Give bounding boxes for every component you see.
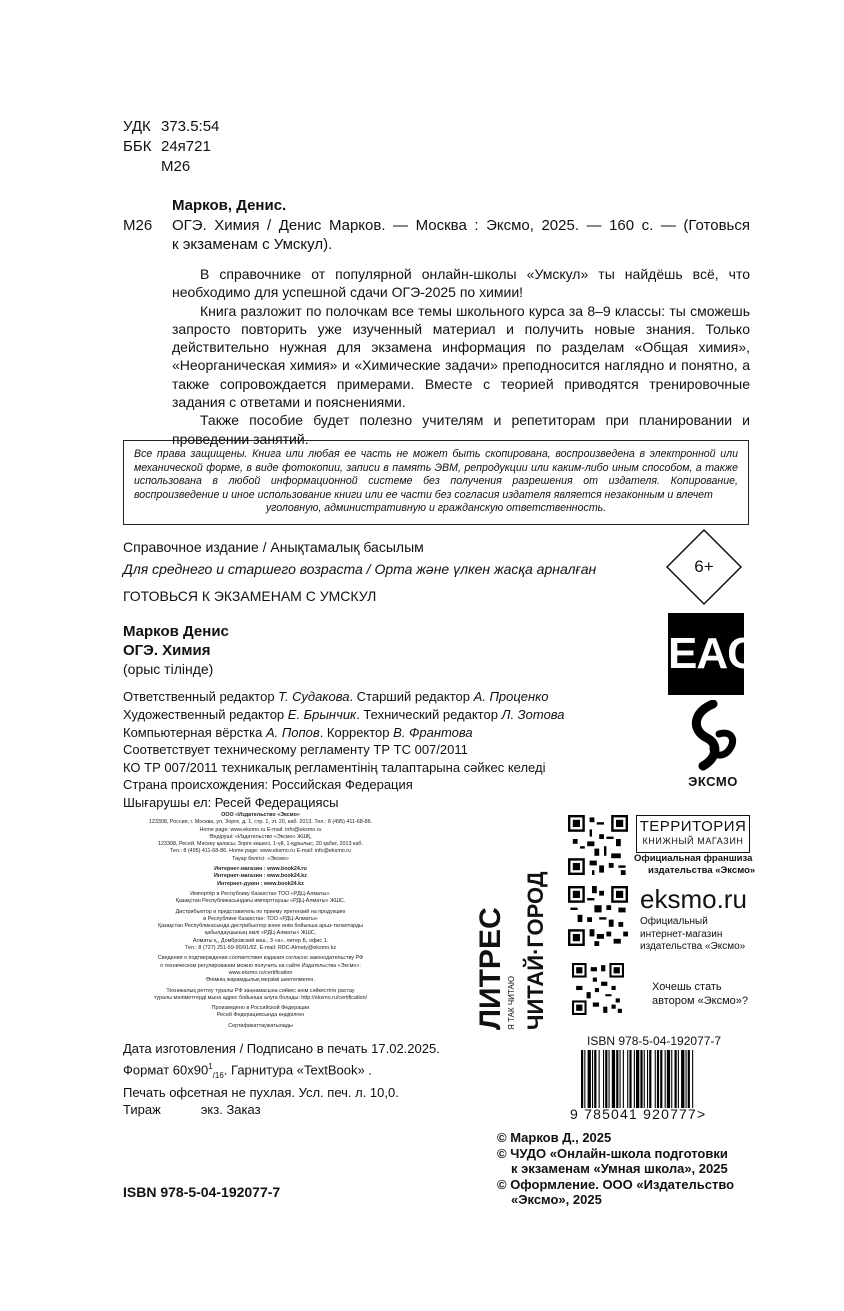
author-mark: М26: [161, 158, 191, 175]
biblio-mark: М26: [123, 217, 153, 234]
age-rating: 6+: [694, 557, 714, 576]
rights-notice-last: уголовную, административную и гражданскую ответственность.: [265, 502, 607, 515]
annotation-paragraph: Также пособие будет полезно учителям и репетиторам при планировании и проведении занятий.: [172, 412, 750, 447]
copyright-line: к экзаменам «Умная школа», 2025: [511, 1161, 728, 1176]
biblio-entry-line2: к экзаменам с Умскул).: [172, 236, 333, 253]
barcode-isbn: ISBN 978-5-04-192077-7: [587, 1034, 722, 1048]
edition-audience: Для среднего и старшего возраста / Орта және үлкен жасқа арналған: [123, 561, 597, 577]
title-author: Марков Денис: [123, 623, 229, 640]
qr-code-icon: [572, 963, 624, 1015]
publisher-line: Техникалық реттеу туралы РФ заңнамасына сәйкес өнім сәйкестігін растау: [166, 987, 355, 994]
barcode-bar: [644, 1050, 645, 1108]
barcode-bar: [640, 1050, 642, 1108]
publisher-line: туралы мәліметтерді мына адрес бойынша алуға болады: http://eksmo.ru/certification/: [153, 994, 368, 1001]
eksmo-logo: [673, 700, 753, 800]
barcode-bar: [688, 1050, 690, 1108]
credit-name: Е. Брынчик: [287, 707, 357, 722]
credit-role: Компьютерная вёрстка: [123, 725, 266, 740]
publisher-line: Сертификаттаужатылады: [228, 1022, 293, 1029]
publisher-line: Интернет-магазин : www.book24.kz: [214, 873, 307, 880]
barcode-bar: [649, 1050, 651, 1108]
language-note: (орыс тілінде): [123, 661, 214, 677]
biblio-entry-line1: ОГЭ. Химия / Денис Марков. — Москва : Эксмо, 2025. — 160 с. — (Готовься: [172, 217, 750, 234]
copyright-line: © Марков Д., 2025: [497, 1130, 612, 1145]
copyright-line: © ЧУДО «Онлайн-школа подготовки: [497, 1145, 728, 1161]
barcode-bar: [634, 1050, 635, 1108]
origin-line: Шығарушы ел: Ресей Федерациясы: [123, 795, 339, 810]
author-heading: Марков, Денис.: [172, 197, 287, 214]
eksmo-logo-icon: [673, 700, 753, 772]
age-rating-badge: [665, 528, 743, 606]
copyright-line: «Эксмо», 2025: [511, 1192, 602, 1207]
credit-name: Л. Зотова: [501, 707, 565, 722]
barcode-bar: [667, 1050, 670, 1108]
publisher-line: о техническом регулировании можно получить на сайте Издательства «Эксмо»:: [160, 962, 361, 969]
barcode-bar: [657, 1050, 659, 1108]
publisher-line: в Республике Казахстан: ТОО «РДЦ-Алматы»: [203, 915, 318, 922]
barcode: [577, 1050, 745, 1108]
title-book: ОГЭ. Химия: [123, 642, 211, 659]
regulation-line: Соответствует техническому регламенту ТР ТС 007/2011: [123, 742, 468, 757]
annotation-paragraph: В справочнике от популярной онлайн-школы «Умскул» ты найдёшь всё, что необходимо для успешной сдачи ОГЭ-2025 по химии!: [172, 266, 750, 301]
publisher-line: Интернет-магазин : www.book24.ru: [214, 866, 307, 873]
bbk-line: [123, 137, 211, 156]
format-typeface: . Гарнитура «TextBook» .: [223, 1061, 372, 1077]
barcode-bar: [620, 1050, 621, 1108]
barcode-bar: [612, 1050, 615, 1108]
qr-author[interactable]: [572, 963, 624, 1015]
publisher-line: қабылдаушының өкілі «РДЦ-Алматы» ЖШС,: [204, 930, 317, 937]
eksmo-shop-line: Официальный: [640, 916, 708, 927]
eksmo-shop-line: издательства «Эксмо»: [640, 941, 746, 952]
barcode-bar: [609, 1050, 610, 1108]
publisher-line: Ресей Федерациясында өндірілген: [216, 1012, 305, 1019]
biblio-entry: [172, 216, 750, 254]
publisher-line: Импортёр в Республику Казахстан ТОО «РДЦ-Алматы».: [190, 890, 331, 897]
qr-territory[interactable]: [568, 815, 628, 875]
print-info: [123, 1040, 440, 1119]
barcode-bar: [636, 1050, 639, 1108]
udk-label: УДК: [123, 118, 151, 135]
barcode-digit-end: >: [697, 1106, 707, 1122]
barcode-digit-group: 785041: [584, 1106, 639, 1122]
bbk-value: 24я721: [161, 138, 211, 155]
credit-line: [123, 706, 565, 724]
qr-eksmo[interactable]: [568, 886, 628, 946]
barcode-bar: [660, 1050, 662, 1108]
author-invite-line: автором «Эксмо»?: [652, 994, 748, 1007]
isbn-bottom: ISBN 978-5-04-192077-7: [123, 1184, 281, 1200]
credits: [123, 688, 565, 742]
barcode-bar: [588, 1050, 591, 1108]
publisher-line: Произведено в Российской Федерации: [211, 1005, 310, 1012]
territory-sub: КНИЖНЫЙ МАГАЗИН: [642, 836, 744, 846]
qr-code-icon: [568, 886, 628, 946]
publisher-line: Қазақстан Республикасында дистрибьютор және өнім бойынша арыз-талаптарды: [157, 923, 364, 930]
print-run: [123, 1101, 440, 1119]
credit-line: [123, 688, 565, 706]
barcode-bar: [686, 1050, 687, 1108]
territory-caption-line: Официальная франшиза: [634, 853, 753, 864]
eac-mark: [668, 613, 758, 695]
credit-name: А. Попов: [265, 725, 320, 740]
credit-name: Т. Судакова: [278, 689, 350, 704]
print-run-label: Тираж: [123, 1102, 161, 1118]
print-method: Печать офсетная не пухлая. Усл. печ. л. 10,0.: [123, 1084, 399, 1100]
rights-notice: Все права защищены. Книга или любая ее часть не может быть скопирована, воспроизведена в электронной или механической форме, в виде фотокопии, записи в память ЭВМ, репродукции или каким-либо иным способом, а также использована в любой информационной системе без получения разрешения от издателя. Копирование, воспроизведение и иное использование книги или ее части без согласия издателя является незаконным и влечет: [134, 448, 738, 501]
credit-role: Художественный редактор: [123, 707, 288, 722]
udk-value: 373.5:54: [161, 118, 220, 135]
publisher-line: Өнімнің жарамдылық мерзімі шектелмеген.: [206, 977, 315, 984]
barcode-digits: [570, 1106, 706, 1122]
format-sub: /16: [212, 1070, 224, 1080]
barcode-bar: [599, 1050, 600, 1108]
edition-type: Справочное издание / Анықтамалық басылым: [123, 539, 424, 555]
credit-role: . Корректор: [319, 725, 394, 740]
publisher-line: Тауар белгісі: «Эксмо»: [232, 855, 289, 862]
print-format: [123, 1058, 440, 1084]
eksmo-brand: ЭКСМО: [688, 774, 738, 789]
territory-caption: [634, 853, 755, 877]
eksmo-shop-caption: [640, 916, 745, 954]
copyright-block: [497, 1130, 734, 1208]
barcode-bar: [681, 1050, 684, 1108]
qr-code-icon: [568, 815, 628, 875]
bbk-label: ББК: [123, 138, 152, 155]
barcode-bar: [678, 1050, 679, 1108]
barcode-bar: [692, 1050, 693, 1108]
eac-label: EAC: [668, 629, 758, 678]
udk-line: [123, 117, 220, 136]
barcode-bar: [603, 1050, 604, 1108]
litres-logo: ЛИТРЕС: [474, 907, 507, 1030]
publisher-line: Сведения о подтверждении соответствия издания согласно законодательству РФ: [157, 955, 364, 962]
origin: [123, 776, 413, 812]
publisher-line: Өндіруші: «Издательство «Эксмо» ЖШҚ,: [209, 833, 312, 840]
publisher-line: Интернет-дүкен : www.book24.kz: [217, 880, 304, 887]
publisher-line: Тел.: 8 (727) 251-59-90/91/92. E-mail: RDC-Almaty@eksmo.kz: [184, 945, 337, 952]
barcode-bar: [605, 1050, 607, 1108]
barcode-bar: [594, 1050, 596, 1108]
side-logos: [465, 830, 555, 1030]
regulation: [123, 741, 545, 777]
annotation-paragraph: Книга разложит по полочкам все темы школьного курса за 8–9 классы: ты сможешь запросто повторить уже изученный материал и получить новые знания. Только действительно нужная для экзамена информация по разделам «Общая химия», «Неорганическая химия» и «Химические задачи» преподносится наглядно и понятно, а также сопровождается примерами. Вместе с теорией приводятся тренировочные задания с ответами и пояснениями.: [172, 302, 750, 411]
barcode-bar: [655, 1050, 656, 1108]
publisher-line: 123308, Россия, г. Москва, ул. Зорге, д. 1, стр. 1, эт. 20, каб. 2013. Тел.: 8 (495) 411-68-86.: [148, 819, 373, 826]
eksmo-shop-line: интернет-магазин: [640, 928, 723, 940]
barcode-digit-group: 920777: [643, 1106, 698, 1122]
publisher-line: www.eksmo.ru/certification: [228, 969, 293, 976]
publisher-line: Қазақстан Республикасындағы импорттаушы «РДЦ-Алматы» ЖШС.: [175, 898, 346, 905]
print-run-rest: экз. Заказ: [200, 1102, 261, 1118]
barcode-bar: [592, 1050, 593, 1108]
credit-name: А. Проценко: [473, 689, 549, 704]
credit-role: . Старший редактор: [349, 689, 474, 704]
publisher-line: Home page: www.eksmo.ru E-mail: info@eksmo.ru: [199, 826, 322, 833]
barcode-digit-first: 9: [570, 1106, 579, 1122]
publisher-line: ООО «Издательство «Эксмо»: [221, 812, 300, 818]
copyright-line: © Оформление. ООО «Издательство: [497, 1176, 735, 1192]
format-sup: 1: [208, 1061, 213, 1071]
barcode-bar: [675, 1050, 677, 1108]
publisher-line: Алматы қ., Домбровский көш., 3 «а», литер Б, офис 1.: [192, 937, 329, 944]
barcode-bar: [647, 1050, 648, 1108]
barcode-bar: [616, 1050, 618, 1108]
eksmo-site[interactable]: eksmo.ru: [640, 884, 747, 914]
series-name: ГОТОВЬСЯ К ЭКЗАМЕНАМ С УМСКУЛ: [123, 588, 377, 604]
credit-role: . Технический редактор: [356, 707, 502, 722]
territory-name: ТЕРРИТОРИЯ: [639, 818, 747, 835]
chitay-gorod-logo: ЧИТАЙ·ГОРОД: [523, 871, 548, 1030]
publisher-line: 123308, Ресей, Мәскеу қаласы, Зорге көшесі, 1-үй, 1-құрылыс, 20 қабат, 2013 каб.: [157, 841, 364, 848]
print-date: Дата изготовления / Подписано в печать 17.02.2025.: [123, 1041, 440, 1056]
barcode-bar: [629, 1050, 631, 1108]
barcode-bar: [627, 1050, 628, 1108]
barcode-bar: [581, 1050, 583, 1108]
barcode-bar: [665, 1050, 666, 1108]
credit-line: [123, 724, 565, 742]
barcode-bar: [623, 1050, 624, 1108]
territory-caption-line: издательства «Эксмо»: [648, 865, 756, 876]
barcode-bar: [671, 1050, 672, 1108]
barcode-bars: [577, 1050, 745, 1108]
format-text: Формат 60х90: [123, 1061, 209, 1077]
rights-notice-box: [123, 440, 749, 525]
publisher-details: [123, 812, 398, 1030]
author-invite[interactable]: [652, 981, 748, 1008]
annotation: [172, 265, 750, 448]
credit-name: В. Франтова: [393, 725, 473, 740]
territory-logo: [636, 815, 750, 853]
publisher-line: Тел.: 8 (495) 411-68-86. Home page: www.eksmo.ru E-mail: info@eksmo.ru: [169, 848, 352, 855]
author-invite-line: Хочешь стать: [652, 981, 722, 993]
credit-role: Ответственный редактор: [123, 689, 279, 704]
litres-tagline: Я ТАК ЧИТАЮ: [507, 976, 516, 1030]
regulation-line: КО ТР 007/2011 техникалық регламентінің талаптарына сәйкес келеді: [123, 760, 546, 775]
publisher-line: Дистрибьютор и представитель по приему претензий на продукцию: [175, 908, 346, 915]
barcode-bar: [584, 1050, 585, 1108]
origin-line: Страна происхождения: Российская Федерация: [123, 777, 413, 792]
